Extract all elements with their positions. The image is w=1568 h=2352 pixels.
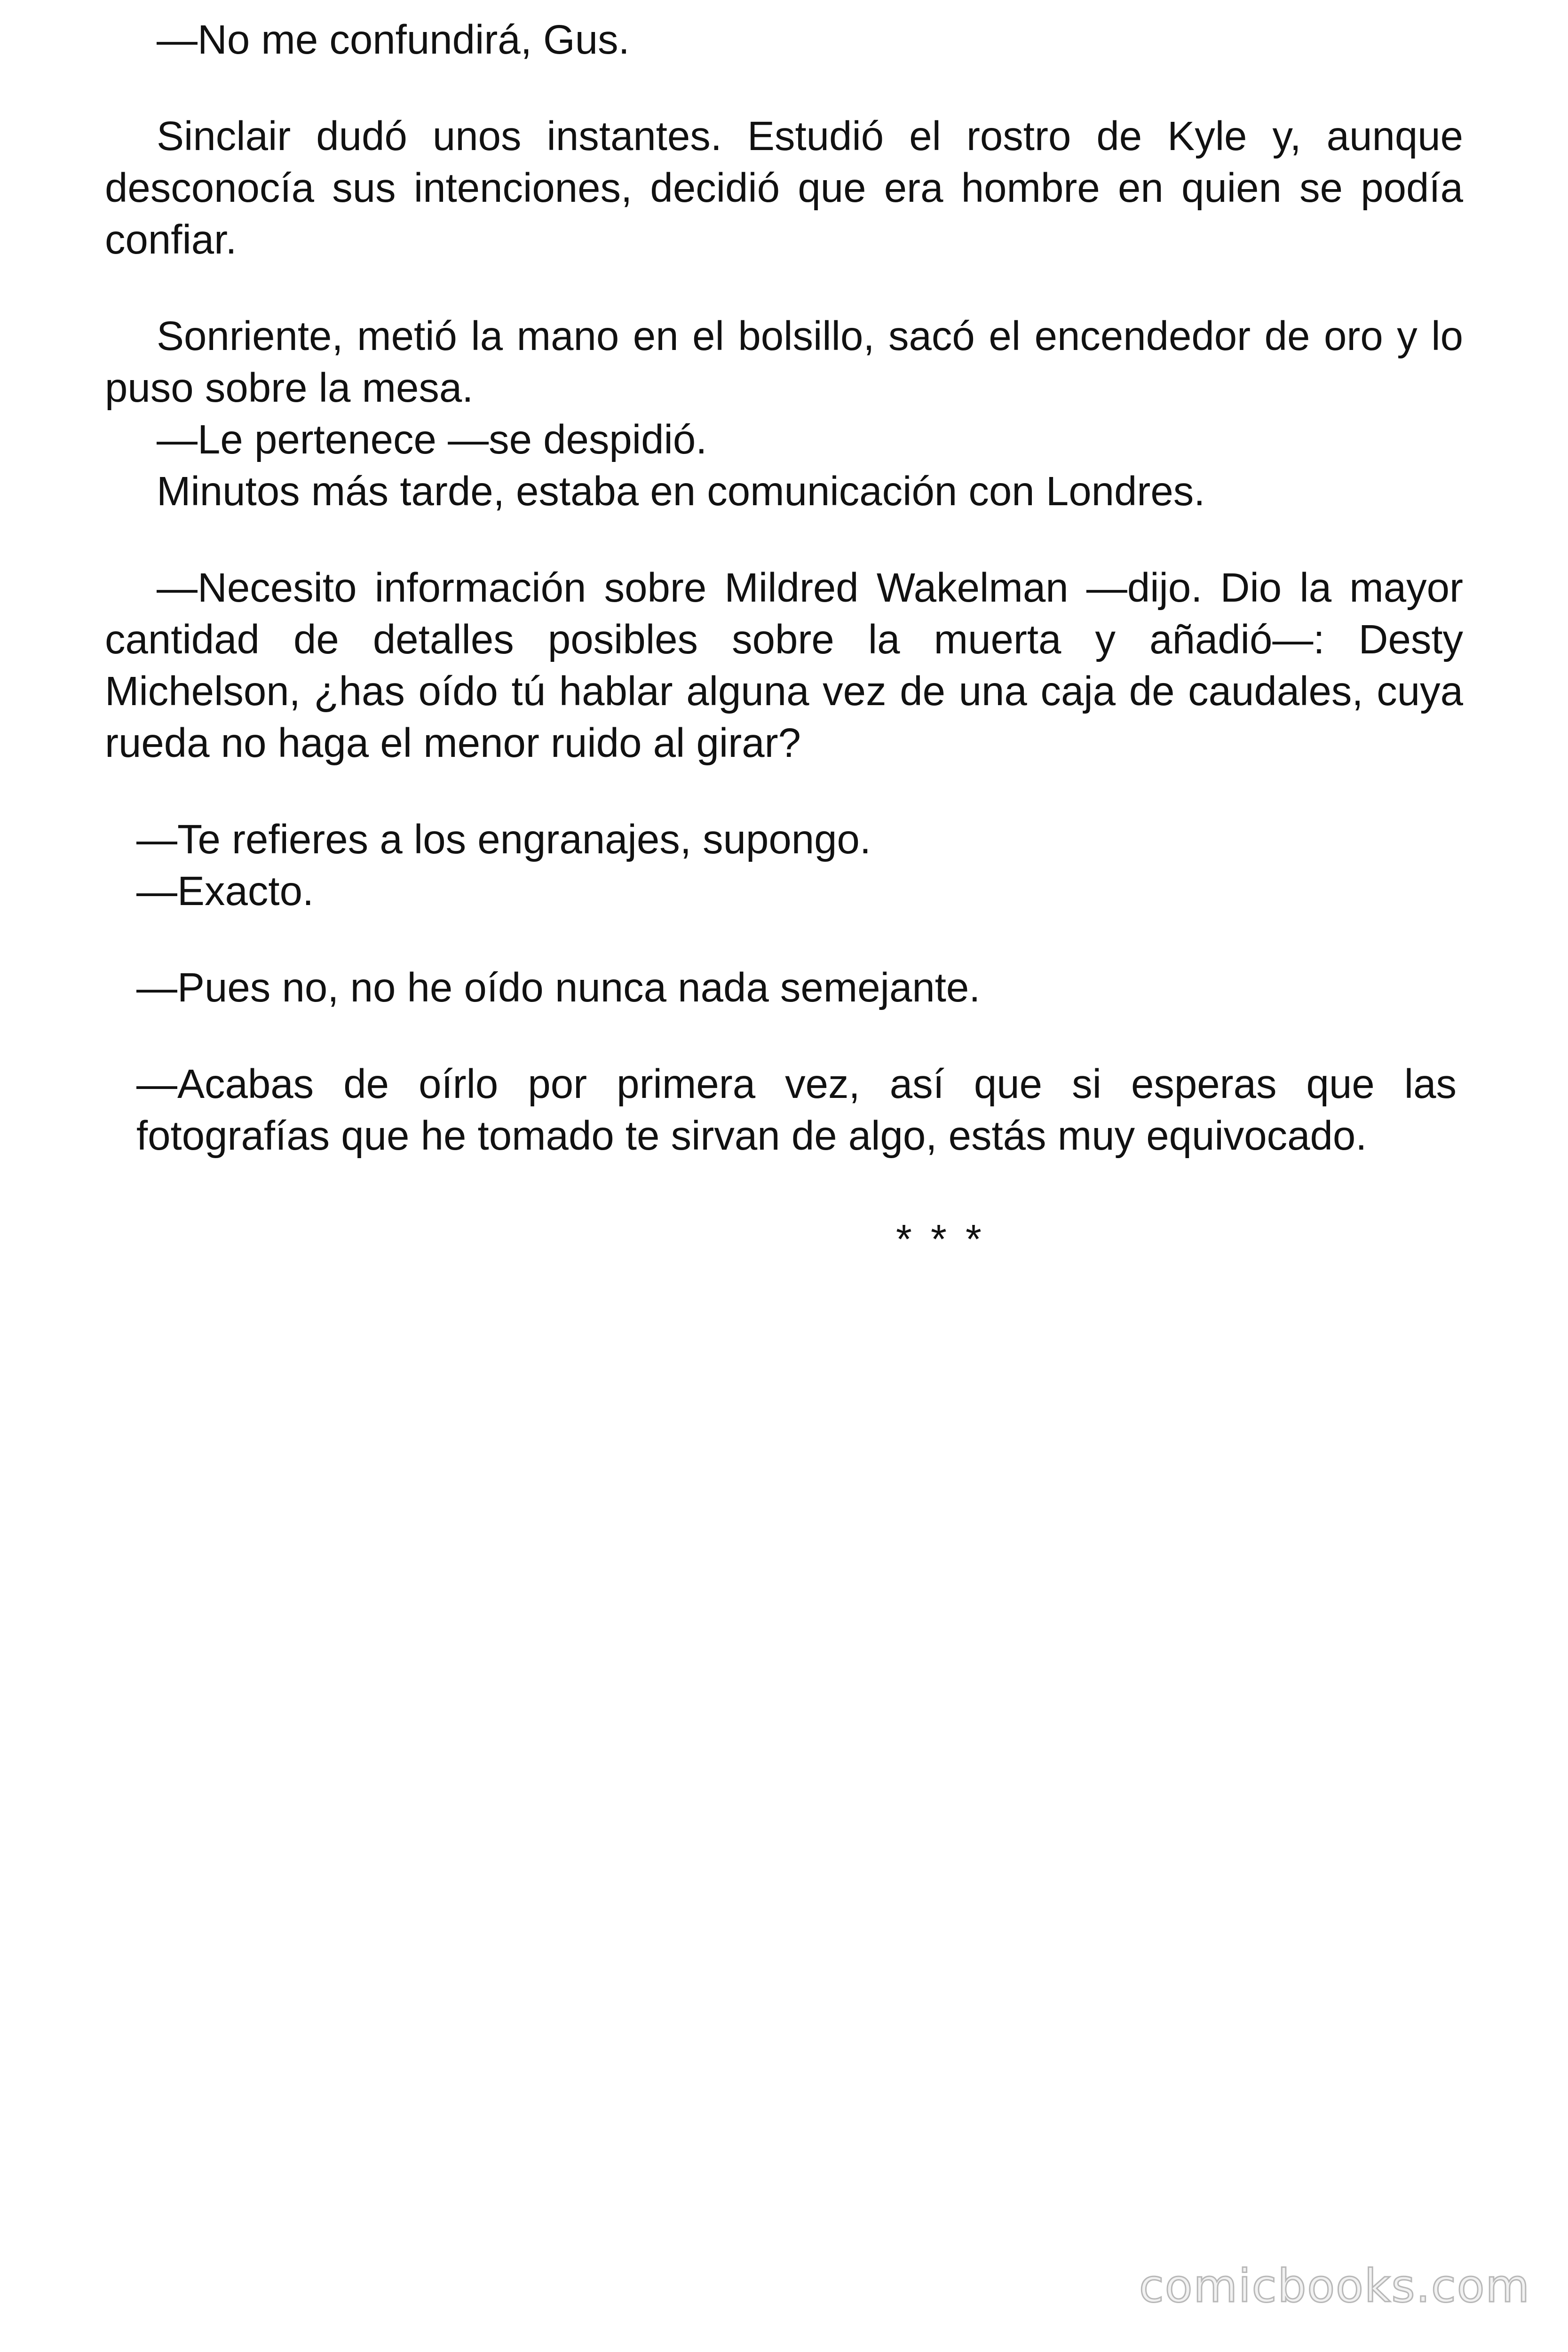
paragraph: —Exacto.: [136, 868, 314, 914]
document-page: [105, 14, 1463, 1162]
paragraph: —No me confundirá, Gus.: [157, 17, 630, 63]
paragraph: —Pues no, no he oído nunca nada semejante.: [136, 965, 981, 1010]
paragraph: —Te refieres a los engranajes, supongo.: [136, 817, 871, 862]
paragraph: —Necesito información sobre Mildred Wakelman —dijo. Dio la mayor cantidad de detalles posibles sobre la muerta y añadió—: Desty Michelson, ¿has oído tú hablar alguna vez de una caja de caudales, cuya rueda no haga el menor ruido al girar?: [105, 565, 1463, 766]
watermark: comicbooks.com: [1139, 2260, 1530, 2312]
paragraph: —Acabas de oírlo por primera vez, así que si esperas que las fotografías que he tomado te sirvan de algo, estás muy equivocado.: [136, 1061, 1457, 1159]
paragraph: —Le pertenece —se despidió.: [157, 417, 707, 462]
section-separator: * * *: [896, 1216, 985, 1262]
paragraph: Sinclair dudó unos instantes. Estudió el rostro de Kyle y, aunque desconocía sus intenciones, decidió que era hombre en quien se podía confiar.: [105, 113, 1463, 262]
paragraph: Minutos más tarde, estaba en comunicación con Londres.: [157, 469, 1205, 514]
paragraph: Sonriente, metió la mano en el bolsillo, sacó el encendedor de oro y lo puso sobre la mesa.: [105, 313, 1463, 411]
